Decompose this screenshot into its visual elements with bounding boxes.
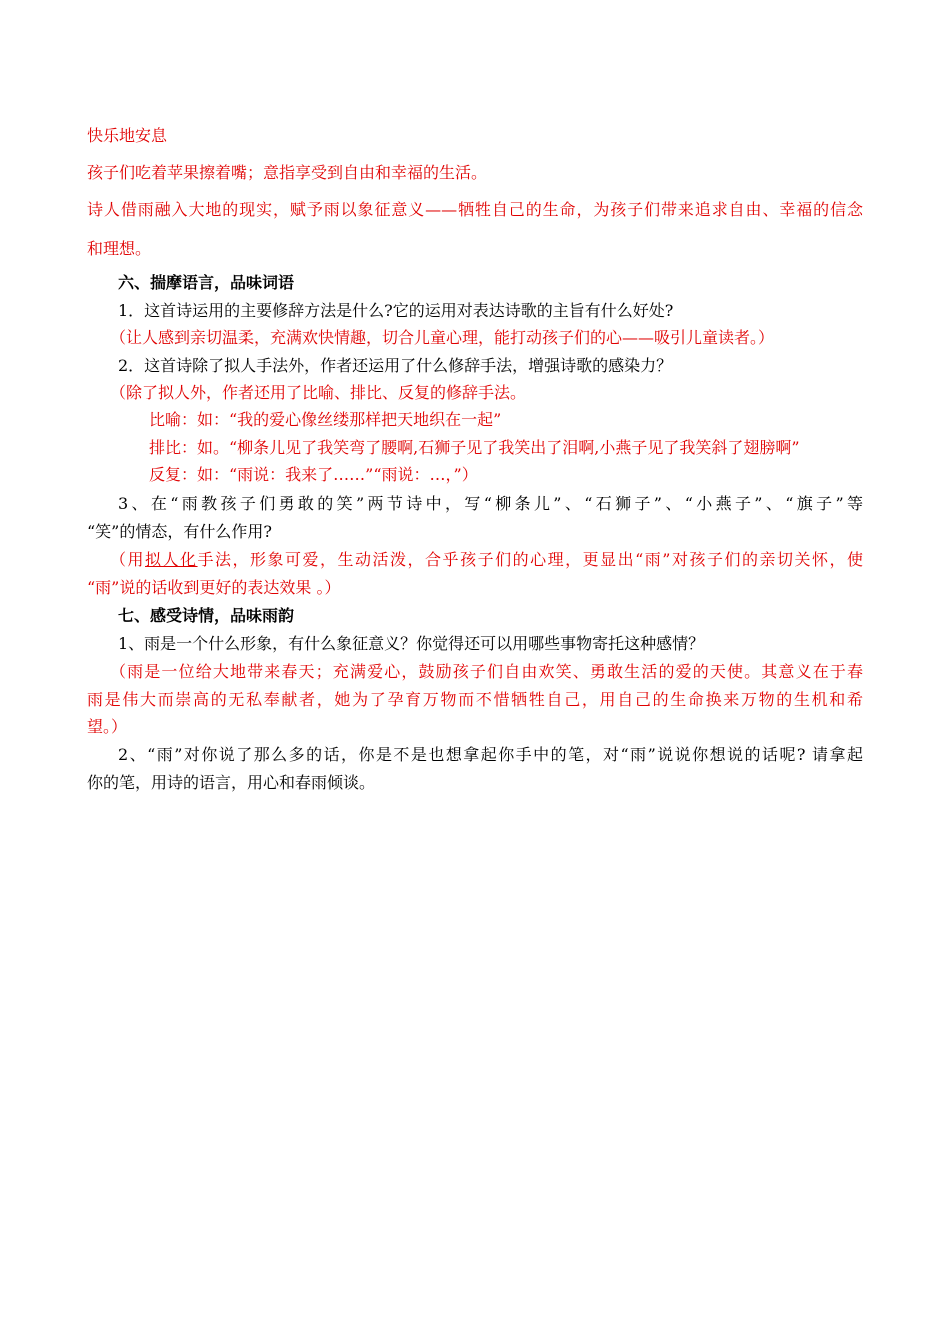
- section-6-question-2: 2．这首诗除了拟人手法外，作者还运用了什么修辞手法，增强诗歌的感染力？: [118, 356, 673, 375]
- section-7-heading: 七、感受诗情，品味雨韵: [118, 606, 295, 625]
- answer-parallelism: 排比：如。“柳条儿见了我笑弯了腰啊,石狮子见了我笑出了泪啊,小燕子见了我笑斜了翅膀啊”: [149, 438, 800, 457]
- answer-symbolism-line2: 和理想。: [87, 239, 152, 258]
- answer-symbolism-line1: 诗人借雨融入大地的现实，赋予雨以象征意义——牺牲自己的生命，为孩子们带来追求自由、幸福的信念: [87, 200, 863, 219]
- section-6-answer-3-line1: [110, 550, 863, 570]
- section-7-answer-1-line2: 雨是伟大而崇高的无私奉献者，她为了孕育万物而不惜牺牲自己，用自己的生命换来万物的生机和希: [87, 690, 863, 709]
- section-7-question-2-line2: 你的笔，用诗的语言，用心和春雨倾谈。: [87, 773, 376, 792]
- answer-children-apples: 孩子们吃着苹果擦着嘴；意指享受到自由和幸福的生活。: [87, 163, 488, 182]
- section-6-answer-3-line2: “雨”说的话收到更好的表达效果 。）: [87, 578, 341, 597]
- section-6-answer-1: （让人感到亲切温柔，充满欢快情趣，切合儿童心理，能打动孩子们的心——吸引儿童读者。）: [110, 328, 775, 347]
- answer-3-suffix: 手法，形象可爱，生动活泼，合乎孩子们的心理，更显出“雨”对孩子们的亲切关怀，使: [197, 550, 863, 569]
- section-7-answer-1-line3: 望。）: [87, 717, 128, 736]
- answer-3-underlined-term: 拟人化: [145, 550, 198, 569]
- section-6-question-3-line2: “笑”的情态，有什么作用?: [87, 522, 272, 541]
- answer-rest-happily: 快乐地安息: [87, 126, 168, 145]
- section-6-question-1: 1．这首诗运用的主要修辞方法是什么?它的运用对表达诗歌的主旨有什么好处?: [118, 301, 674, 320]
- section-7-question-2-line1: 2、“雨”对你说了那么多的话，你是不是也想拿起你手中的笔，对“雨”说说你想说的话呢? 请拿起: [118, 745, 863, 764]
- answer-metaphor: 比喻：如：“我的爱心像丝缕那样把天地织在一起”: [149, 410, 502, 429]
- section-6-heading: 六、揣摩语言，品味词语: [118, 273, 295, 292]
- section-6-answer-2: （除了拟人外，作者还用了比喻、排比、反复的修辞手法。: [110, 383, 527, 402]
- section-7-question-1: 1、雨是一个什么形象，有什么象征意义？你觉得还可以用哪些事物寄托这种感情？: [118, 634, 705, 653]
- answer-3-prefix: （用: [110, 550, 146, 569]
- section-6-question-3-line1: 3、在“雨教孩子们勇敢的笑”两节诗中，写“柳条儿”、“石狮子”、“小燕子”、“旗子”等: [118, 494, 863, 513]
- answer-repetition: 反复：如：“雨说：我来了……”“雨说：…，”）: [149, 465, 478, 484]
- section-7-answer-1-line1: （雨是一位给大地带来春天；充满爱心，鼓励孩子们自由欢笑、勇敢生活的爱的天使。其意义在于春: [110, 662, 863, 681]
